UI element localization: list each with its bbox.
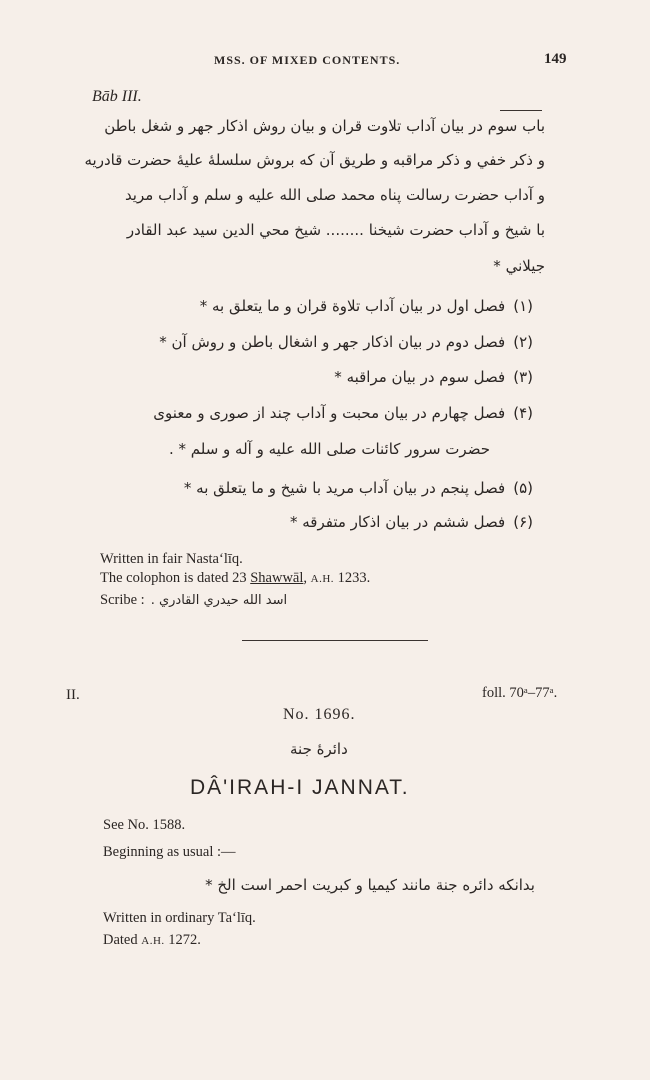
chapter-item xyxy=(334,368,533,386)
chapter-text: فصل اول در بیان آداب تلاوة قران و ما یتعلق به * xyxy=(199,297,506,315)
chapter-number: (۲) xyxy=(513,333,533,351)
intro-line: جیلاني * xyxy=(493,257,545,275)
chapter-item xyxy=(153,404,533,422)
entry-title: DÂ'IRAH-I JANNAT. xyxy=(190,776,410,799)
folio-range: foll. 70ᵃ–77ᵃ. xyxy=(482,685,558,701)
scribe-name: اسد الله حیدري القادري . xyxy=(150,593,288,608)
scribe-note: Scribe : اسد الله حیدري القادري . xyxy=(100,592,288,608)
chapter-text: فصل پنجم در بیان آداب مرید با شیخ و ما یتعلق به * xyxy=(183,479,506,497)
script-note: Written in ordinary Taʻlīq. xyxy=(103,910,256,926)
colophon-note: The colophon is dated 23 Shawwāl, A.H. 1233. xyxy=(100,570,371,586)
section-divider xyxy=(242,640,428,641)
chapter-number: (۶) xyxy=(513,513,533,531)
chapter-text: فصل چهارم در بیان محبت و آداب چند از صوری و معنوی xyxy=(153,404,506,422)
chapter-number: (۳) xyxy=(513,368,533,386)
chapter-item xyxy=(184,479,533,497)
bab-label: Bāb III. xyxy=(92,88,142,105)
chapter-item xyxy=(159,333,533,351)
intro-line: با شیخ و آداب حضرت شیخنا ........ شیخ محي الدین سید عبد القادر xyxy=(126,221,545,239)
intro-line: و ذکر خفي و ذکر مراقبه و طریق آن که بروش سلسلهٔ علیهٔ حضرت قادریه xyxy=(84,151,545,169)
intro-line: باب سوم در بیان آداب تلاوت قران و بیان روش اذکار جهر و شغل باطن xyxy=(104,117,545,135)
running-title: MSS. OF MIXED CONTENTS. xyxy=(214,53,401,67)
section-number: II. xyxy=(66,687,80,703)
chapter-number: (۱) xyxy=(513,297,533,315)
page-number: 149 xyxy=(544,51,567,67)
chapter-continuation: حضرت سرور کائنات صلی الله علیه و آله و سلم * . xyxy=(168,440,490,458)
chapter-text: فصل سوم در بیان مراقبه * xyxy=(334,368,506,386)
chapter-item xyxy=(200,297,533,315)
cross-reference: See No. 1588. xyxy=(103,817,186,833)
chapter-item xyxy=(290,513,533,531)
chapter-text: فصل دوم در بیان اذکار جهر و اشغال باطن و روش آن * xyxy=(159,333,506,351)
entry-number: No. 1696. xyxy=(283,706,356,723)
intro-line: و آداب حضرت رسالت پناه محمد صلی الله علیه و سلم و آداب مرید xyxy=(124,186,545,204)
beginning-text: بدانکه دائره جنة مانند کیمیا و کبریت احمر است الخ * xyxy=(205,876,535,894)
arabic-title: دائرهٔ جنة xyxy=(290,740,348,758)
chapter-number: (۴) xyxy=(513,404,533,422)
date-note: Dated A.H. 1272. xyxy=(103,932,201,948)
top-rule xyxy=(500,110,542,111)
beginning-label: Beginning as usual :— xyxy=(103,844,236,860)
chapter-text: فصل ششم در بیان اذکار متفرقه * xyxy=(289,513,506,531)
script-note: Written in fair Nastaʻlīq. xyxy=(100,551,243,567)
chapter-number: (۵) xyxy=(513,479,533,497)
